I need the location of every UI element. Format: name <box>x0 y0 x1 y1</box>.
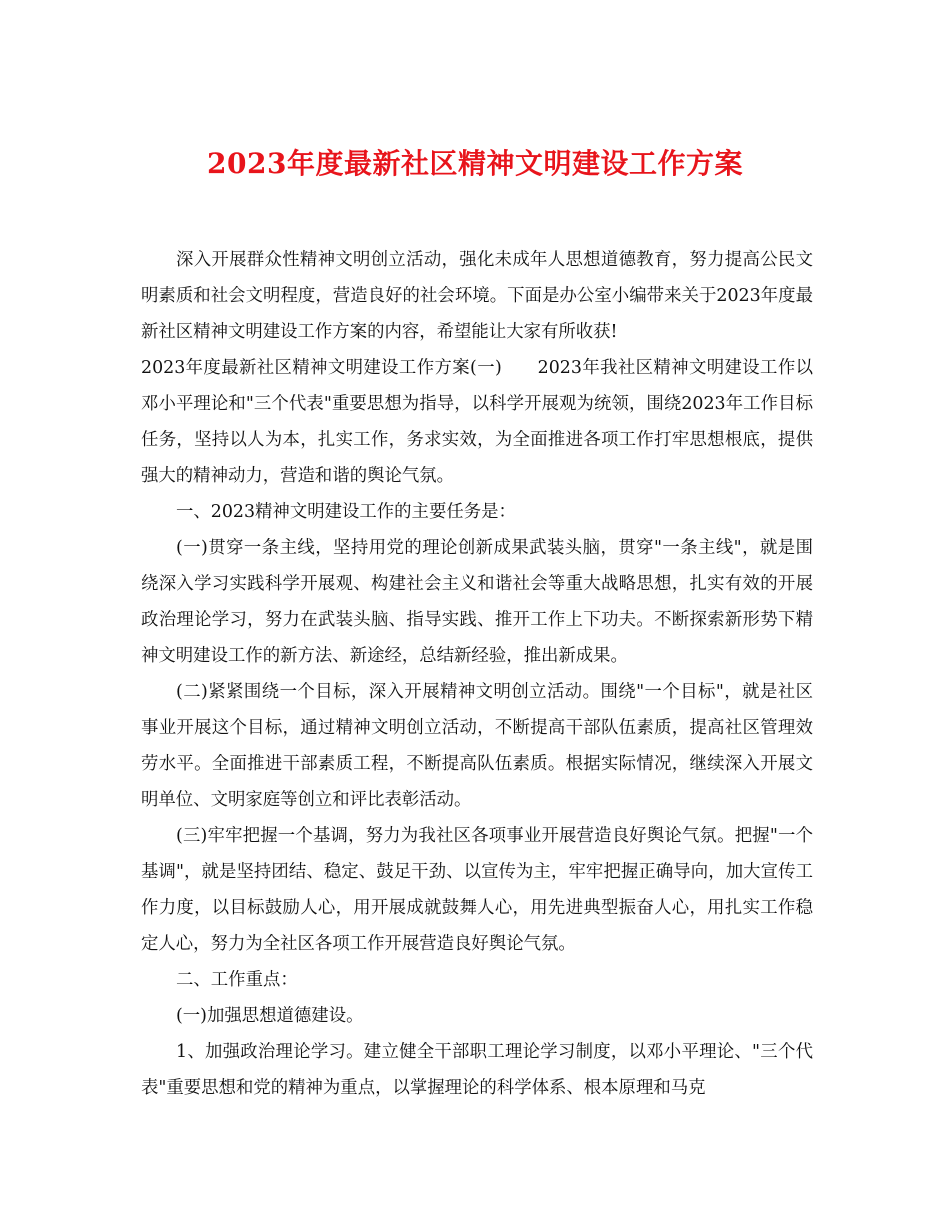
subsection-heading-moral: (一)加强思想道德建设。 <box>176 1006 364 1026</box>
section-heading-key-work: 二、工作重点： <box>176 970 298 990</box>
section-heading-main-tasks: 一、2023精神文明建设工作的主要任务是： <box>176 502 516 522</box>
intro-paragraph: 深入开展群众性精神文明创立活动，强化未成年人思想道德教育，努力提高公民文明素质和社会文明程度，营造良好的社会环境。下面是办公室小编带来关于2023年度最新社区精神文明建设工作方案的内容，希望能让大家有所收获! <box>141 250 813 342</box>
task-one-paragraph: (一)贯穿一条主线，坚持用党的理论创新成果武装头脑，贯穿"一条主线"，就是围绕深入学习实践科学开展观、构建社会主义和谐社会等重大战略思想，扎实有效的开展政治理论学习，努力在武装头脑、指导实践、推开工作上下功夫。不断探索新形势下精神文明建设工作的新方法、新途经，总结新经验，推出新成果。 <box>141 538 813 666</box>
document-body <box>141 242 813 1106</box>
plan-one-paragraph: 2023年度最新社区精神文明建设工作方案(一) 2023年我社区精神文明建设工作以邓小平理论和"三个代表"重要思想为指导，以科学开展观为统领，围绕2023年工作目标任务，坚持以人为本，扎实工作，务求实效，为全面推进各项工作打牢思想根底，提供强大的精神动力，营造和谐的舆论气氛。 <box>141 358 813 486</box>
item-one-paragraph: 1、加强政治理论学习。建立健全干部职工理论学习制度，以邓小平理论、"三个代表"重要思想和党的精神为重点，以掌握理论的科学体系、根本原理和马克 <box>141 1042 813 1098</box>
task-three-paragraph: (三)牢牢把握一个基调，努力为我社区各项事业开展营造良好舆论气氛。把握"一个基调"，就是坚持团结、稳定、鼓足干劲、以宣传为主，牢牢把握正确导向，加大宣传工作力度，以目标鼓励人心，用开展成就鼓舞人心，用先进典型振奋人心，用扎实工作稳定人心，努力为全社区各项工作开展营造良好舆论气氛。 <box>141 826 813 954</box>
task-two-paragraph: (二)紧紧围绕一个目标，深入开展精神文明创立活动。围绕"一个目标"，就是社区事业开展这个目标，通过精神文明创立活动，不断提高干部队伍素质，提高社区管理效劳水平。全面推进干部素质工程，不断提高队伍素质。根据实际情况，继续深入开展文明单位、文明家庭等创立和评比表彰活动。 <box>141 682 813 810</box>
document-title: 2023年度最新社区精神文明建设工作方案 <box>207 147 743 180</box>
